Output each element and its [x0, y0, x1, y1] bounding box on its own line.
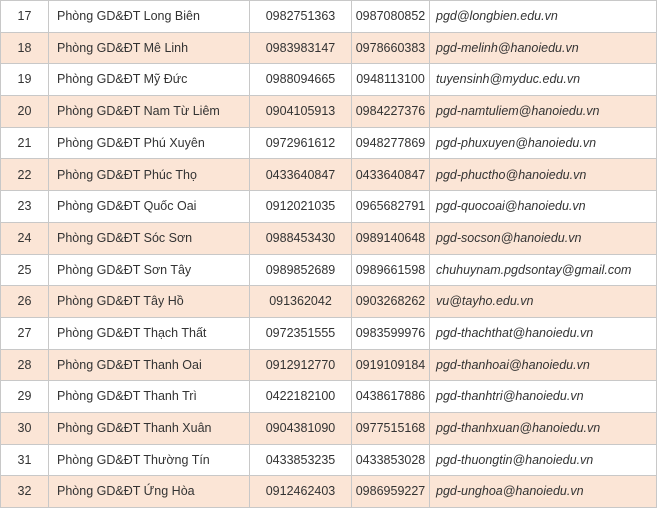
- office-name: Phòng GD&ĐT Thanh Trì: [49, 381, 250, 413]
- phone-primary: 0972961612: [250, 127, 352, 159]
- phone-primary: 0988453430: [250, 222, 352, 254]
- table-row: [1, 159, 657, 191]
- phone-secondary: 0965682791: [352, 191, 430, 223]
- email-address: pgd-thuongtin@hanoiedu.vn: [430, 444, 657, 476]
- row-index: 22: [1, 159, 49, 191]
- phone-secondary: 0989140648: [352, 222, 430, 254]
- phone-primary: 0433640847: [250, 159, 352, 191]
- row-index: 17: [1, 1, 49, 33]
- email-address: pgd@longbien.edu.vn: [430, 1, 657, 33]
- office-name: Phòng GD&ĐT Sóc Sơn: [49, 222, 250, 254]
- phone-secondary: 0977515168: [352, 412, 430, 444]
- phone-primary: 0912021035: [250, 191, 352, 223]
- phone-secondary: 0984227376: [352, 96, 430, 128]
- office-name: Phòng GD&ĐT Phúc Thọ: [49, 159, 250, 191]
- table-row: [1, 191, 657, 223]
- row-index: 28: [1, 349, 49, 381]
- row-index: 19: [1, 64, 49, 96]
- phone-secondary: 0433640847: [352, 159, 430, 191]
- phone-primary: 091362042: [250, 286, 352, 318]
- office-name: Phòng GD&ĐT Quốc Oai: [49, 191, 250, 223]
- table-row: [1, 96, 657, 128]
- phone-secondary: 0948113100: [352, 64, 430, 96]
- row-index: 31: [1, 444, 49, 476]
- phone-primary: 0904105913: [250, 96, 352, 128]
- phone-primary: 0988094665: [250, 64, 352, 96]
- table-row: [1, 412, 657, 444]
- row-index: 26: [1, 286, 49, 318]
- row-index: 25: [1, 254, 49, 286]
- table-row: [1, 32, 657, 64]
- office-name: Phòng GD&ĐT Thanh Xuân: [49, 412, 250, 444]
- row-index: 27: [1, 317, 49, 349]
- table-row: [1, 476, 657, 508]
- row-index: 29: [1, 381, 49, 413]
- email-address: tuyensinh@myduc.edu.vn: [430, 64, 657, 96]
- office-name: Phòng GD&ĐT Sơn Tây: [49, 254, 250, 286]
- email-address: pgd-phuxuyen@hanoiedu.vn: [430, 127, 657, 159]
- phone-secondary: 0948277869: [352, 127, 430, 159]
- phone-secondary: 0438617886: [352, 381, 430, 413]
- email-address: pgd-socson@hanoiedu.vn: [430, 222, 657, 254]
- contacts-table-body: [1, 1, 657, 508]
- row-index: 32: [1, 476, 49, 508]
- office-name: Phòng GD&ĐT Mỹ Đức: [49, 64, 250, 96]
- phone-secondary: 0983599976: [352, 317, 430, 349]
- table-row: [1, 444, 657, 476]
- table-row: [1, 317, 657, 349]
- office-name: Phòng GD&ĐT Phú Xuyên: [49, 127, 250, 159]
- email-address: pgd-namtuliem@hanoiedu.vn: [430, 96, 657, 128]
- phone-primary: 0983983147: [250, 32, 352, 64]
- table-row: [1, 381, 657, 413]
- table-row: [1, 222, 657, 254]
- table-row: [1, 254, 657, 286]
- email-address: pgd-thachthat@hanoiedu.vn: [430, 317, 657, 349]
- table-row: [1, 1, 657, 33]
- office-name: Phòng GD&ĐT Tây Hồ: [49, 286, 250, 318]
- email-address: pgd-thanhoai@hanoiedu.vn: [430, 349, 657, 381]
- phone-primary: 0912462403: [250, 476, 352, 508]
- email-address: pgd-unghoa@hanoiedu.vn: [430, 476, 657, 508]
- office-name: Phòng GD&ĐT Ứng Hòa: [49, 476, 250, 508]
- phone-secondary: 0903268262: [352, 286, 430, 318]
- phone-secondary: 0989661598: [352, 254, 430, 286]
- phone-secondary: 0986959227: [352, 476, 430, 508]
- phone-secondary: 0919109184: [352, 349, 430, 381]
- email-address: pgd-thanhxuan@hanoiedu.vn: [430, 412, 657, 444]
- row-index: 24: [1, 222, 49, 254]
- table-row: [1, 64, 657, 96]
- phone-primary: 0989852689: [250, 254, 352, 286]
- phone-secondary: 0978660383: [352, 32, 430, 64]
- email-address: pgd-phuctho@hanoiedu.vn: [430, 159, 657, 191]
- table-row: [1, 127, 657, 159]
- row-index: 23: [1, 191, 49, 223]
- email-address: pgd-thanhtri@hanoiedu.vn: [430, 381, 657, 413]
- phone-primary: 0422182100: [250, 381, 352, 413]
- email-address: pgd-quocoai@hanoiedu.vn: [430, 191, 657, 223]
- office-name: Phòng GD&ĐT Thanh Oai: [49, 349, 250, 381]
- phone-secondary: 0987080852: [352, 1, 430, 33]
- row-index: 18: [1, 32, 49, 64]
- phone-primary: 0433853235: [250, 444, 352, 476]
- table-row: [1, 286, 657, 318]
- row-index: 20: [1, 96, 49, 128]
- row-index: 30: [1, 412, 49, 444]
- office-name: Phòng GD&ĐT Thạch Thất: [49, 317, 250, 349]
- office-name: Phòng GD&ĐT Long Biên: [49, 1, 250, 33]
- email-address: pgd-melinh@hanoiedu.vn: [430, 32, 657, 64]
- phone-primary: 0972351555: [250, 317, 352, 349]
- email-address: chuhuynam.pgdsontay@gmail.com: [430, 254, 657, 286]
- email-address: vu@tayho.edu.vn: [430, 286, 657, 318]
- phone-primary: 0982751363: [250, 1, 352, 33]
- table-row: [1, 349, 657, 381]
- phone-primary: 0904381090: [250, 412, 352, 444]
- office-name: Phòng GD&ĐT Mê Linh: [49, 32, 250, 64]
- phone-primary: 0912912770: [250, 349, 352, 381]
- office-name: Phòng GD&ĐT Thường Tín: [49, 444, 250, 476]
- row-index: 21: [1, 127, 49, 159]
- office-name: Phòng GD&ĐT Nam Từ Liêm: [49, 96, 250, 128]
- phone-secondary: 0433853028: [352, 444, 430, 476]
